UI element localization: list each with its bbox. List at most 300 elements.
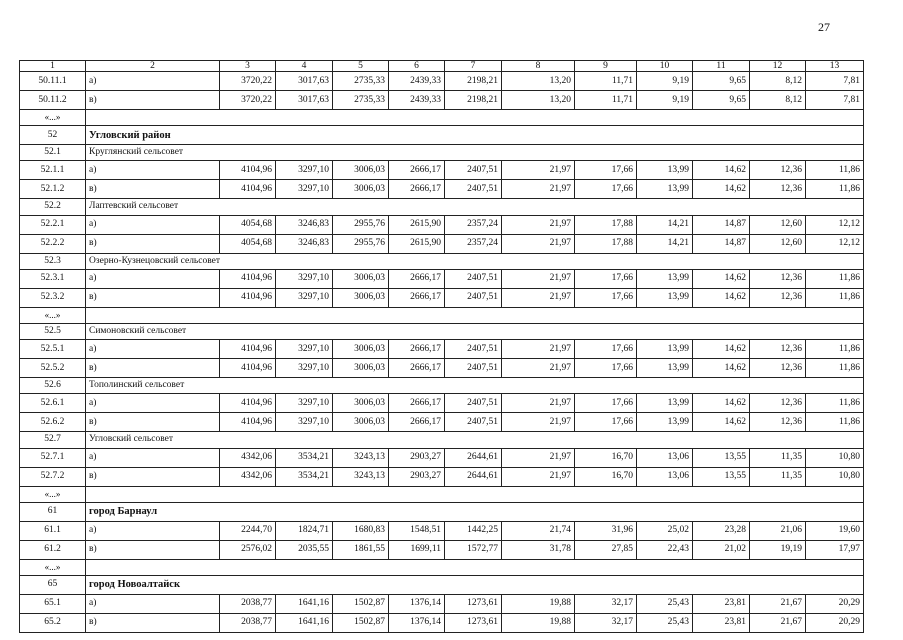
value-cell: 14,87 [693, 234, 750, 253]
value-cell: 14,62 [693, 161, 750, 180]
value-cell: 27,85 [575, 540, 637, 559]
value-cell: 3720,22 [220, 72, 276, 91]
value-cell: 13,55 [693, 448, 750, 467]
value-cell: 32,17 [575, 613, 637, 632]
value-cell: 4054,68 [220, 215, 276, 234]
column-number-header: 10 [637, 61, 693, 72]
omission-marker: «...» [20, 486, 86, 502]
value-cell: 13,99 [637, 269, 693, 288]
value-cell: 21,97 [502, 215, 575, 234]
value-cell: 13,99 [637, 340, 693, 359]
value-cell: 3006,03 [333, 340, 389, 359]
value-cell: 2038,77 [220, 613, 276, 632]
value-cell: 2407,51 [445, 359, 502, 378]
subsection-row [20, 199, 864, 215]
value-cell: 1699,11 [389, 540, 445, 559]
value-cell: 2666,17 [389, 180, 445, 199]
value-cell: 3720,22 [220, 91, 276, 110]
value-cell: 17,66 [575, 180, 637, 199]
value-cell: 21,97 [502, 340, 575, 359]
row-label: а) [86, 594, 220, 613]
column-number-header: 12 [750, 61, 806, 72]
value-cell: 21,97 [502, 413, 575, 432]
value-cell: 3006,03 [333, 161, 389, 180]
value-cell: 12,12 [806, 234, 864, 253]
row-code: 52.3.1 [20, 269, 86, 288]
tariff-table [19, 60, 864, 633]
value-cell: 14,62 [693, 359, 750, 378]
value-cell: 2439,33 [389, 72, 445, 91]
value-cell: 12,36 [750, 288, 806, 307]
column-number-header: 13 [806, 61, 864, 72]
row-code: 52.1.2 [20, 180, 86, 199]
value-cell: 1502,87 [333, 613, 389, 632]
subsection-code: 52.7 [20, 432, 86, 448]
value-cell: 2439,33 [389, 91, 445, 110]
value-cell: 2407,51 [445, 161, 502, 180]
value-cell: 2644,61 [445, 467, 502, 486]
row-label: а) [86, 269, 220, 288]
row-code: 52.1.1 [20, 161, 86, 180]
row-code: 52.2.1 [20, 215, 86, 234]
table-row [20, 180, 864, 199]
value-cell: 4104,96 [220, 161, 276, 180]
value-cell: 19,88 [502, 594, 575, 613]
value-cell: 3297,10 [276, 413, 333, 432]
value-cell: 17,66 [575, 394, 637, 413]
value-cell: 12,36 [750, 359, 806, 378]
value-cell: 7,81 [806, 72, 864, 91]
value-cell: 4104,96 [220, 359, 276, 378]
omission-row [20, 110, 864, 126]
value-cell: 21,97 [502, 394, 575, 413]
page-number: 27 [818, 20, 830, 34]
row-code: 52.7.1 [20, 448, 86, 467]
value-cell: 12,12 [806, 215, 864, 234]
column-number-header: 7 [445, 61, 502, 72]
row-label: в) [86, 467, 220, 486]
value-cell: 13,06 [637, 448, 693, 467]
value-cell: 17,66 [575, 340, 637, 359]
value-cell: 1273,61 [445, 613, 502, 632]
value-cell: 17,97 [806, 540, 864, 559]
value-cell: 13,99 [637, 394, 693, 413]
value-cell: 12,36 [750, 340, 806, 359]
section-code: 61 [20, 502, 86, 521]
value-cell: 4104,96 [220, 394, 276, 413]
value-cell: 11,86 [806, 359, 864, 378]
value-cell: 13,99 [637, 180, 693, 199]
value-cell: 21,97 [502, 467, 575, 486]
value-cell: 25,43 [637, 594, 693, 613]
value-cell: 3297,10 [276, 269, 333, 288]
table-row [20, 269, 864, 288]
row-label: а) [86, 521, 220, 540]
row-label: а) [86, 448, 220, 467]
column-number-row [20, 61, 864, 72]
table-row [20, 234, 864, 253]
table-row [20, 340, 864, 359]
subsection-code: 52.3 [20, 253, 86, 269]
table-row [20, 594, 864, 613]
row-code: 65.1 [20, 594, 86, 613]
section-title: город Новоалтайск [86, 575, 864, 594]
subsection-title: Угловский сельсовет [86, 432, 864, 448]
value-cell: 8,12 [750, 72, 806, 91]
value-cell: 21,67 [750, 594, 806, 613]
value-cell: 21,97 [502, 161, 575, 180]
row-label: в) [86, 180, 220, 199]
value-cell: 2407,51 [445, 340, 502, 359]
row-code: 52.5.1 [20, 340, 86, 359]
value-cell: 12,60 [750, 234, 806, 253]
value-cell: 21,06 [750, 521, 806, 540]
column-number-header: 1 [20, 61, 86, 72]
value-cell: 21,97 [502, 234, 575, 253]
table-row [20, 467, 864, 486]
value-cell: 2666,17 [389, 288, 445, 307]
value-cell: 13,20 [502, 91, 575, 110]
value-cell: 13,99 [637, 161, 693, 180]
value-cell: 23,81 [693, 594, 750, 613]
table-row [20, 448, 864, 467]
row-code: 50.11.2 [20, 91, 86, 110]
value-cell: 7,81 [806, 91, 864, 110]
value-cell: 20,29 [806, 613, 864, 632]
value-cell: 2244,70 [220, 521, 276, 540]
value-cell: 32,17 [575, 594, 637, 613]
value-cell: 1376,14 [389, 594, 445, 613]
empty-cell [86, 110, 864, 126]
table-row [20, 161, 864, 180]
value-cell: 13,55 [693, 467, 750, 486]
value-cell: 21,97 [502, 180, 575, 199]
subsection-row [20, 323, 864, 339]
value-cell: 4104,96 [220, 288, 276, 307]
subsection-title: Тополинский сельсовет [86, 378, 864, 394]
value-cell: 2666,17 [389, 359, 445, 378]
value-cell: 2035,55 [276, 540, 333, 559]
table-row [20, 413, 864, 432]
value-cell: 19,60 [806, 521, 864, 540]
value-cell: 11,86 [806, 394, 864, 413]
subsection-title: Озерно-Кузнецовский сельсовет [86, 253, 864, 269]
column-number-header: 11 [693, 61, 750, 72]
subsection-code: 52.5 [20, 323, 86, 339]
value-cell: 9,65 [693, 72, 750, 91]
value-cell: 13,99 [637, 288, 693, 307]
column-number-header: 5 [333, 61, 389, 72]
value-cell: 11,35 [750, 448, 806, 467]
value-cell: 2407,51 [445, 269, 502, 288]
row-label: а) [86, 161, 220, 180]
table-row [20, 540, 864, 559]
value-cell: 4054,68 [220, 234, 276, 253]
value-cell: 4104,96 [220, 413, 276, 432]
value-cell: 17,66 [575, 359, 637, 378]
value-cell: 14,62 [693, 340, 750, 359]
value-cell: 8,12 [750, 91, 806, 110]
value-cell: 21,97 [502, 288, 575, 307]
subsection-title: Круглянский сельсовет [86, 145, 864, 161]
subsection-code: 52.2 [20, 199, 86, 215]
row-code: 52.6.1 [20, 394, 86, 413]
omission-row [20, 486, 864, 502]
value-cell: 11,86 [806, 340, 864, 359]
value-cell: 21,74 [502, 521, 575, 540]
row-code: 52.7.2 [20, 467, 86, 486]
row-code: 52.5.2 [20, 359, 86, 378]
value-cell: 3246,83 [276, 215, 333, 234]
section-code: 65 [20, 575, 86, 594]
value-cell: 1376,14 [389, 613, 445, 632]
subsection-title: Симоновский сельсовет [86, 323, 864, 339]
row-label: в) [86, 234, 220, 253]
omission-row [20, 559, 864, 575]
value-cell: 12,36 [750, 180, 806, 199]
table-row [20, 72, 864, 91]
value-cell: 3006,03 [333, 413, 389, 432]
column-number-header: 9 [575, 61, 637, 72]
value-cell: 3006,03 [333, 269, 389, 288]
value-cell: 3006,03 [333, 288, 389, 307]
value-cell: 11,86 [806, 180, 864, 199]
value-cell: 1861,55 [333, 540, 389, 559]
value-cell: 1824,71 [276, 521, 333, 540]
value-cell: 22,43 [637, 540, 693, 559]
value-cell: 2198,21 [445, 72, 502, 91]
value-cell: 2576,02 [220, 540, 276, 559]
row-label: а) [86, 340, 220, 359]
value-cell: 14,62 [693, 394, 750, 413]
table-row [20, 613, 864, 632]
value-cell: 11,86 [806, 269, 864, 288]
value-cell: 2615,90 [389, 234, 445, 253]
value-cell: 2903,27 [389, 467, 445, 486]
section-title: Угловский район [86, 126, 864, 145]
value-cell: 2903,27 [389, 448, 445, 467]
value-cell: 13,20 [502, 72, 575, 91]
value-cell: 3534,21 [276, 467, 333, 486]
empty-cell [86, 307, 864, 323]
value-cell: 4104,96 [220, 340, 276, 359]
value-cell: 21,97 [502, 269, 575, 288]
omission-marker: «...» [20, 307, 86, 323]
subsection-title: Лаптевский сельсовет [86, 199, 864, 215]
row-code: 52.3.2 [20, 288, 86, 307]
value-cell: 2666,17 [389, 161, 445, 180]
value-cell: 2666,17 [389, 269, 445, 288]
value-cell: 3297,10 [276, 359, 333, 378]
row-label: в) [86, 91, 220, 110]
value-cell: 12,36 [750, 161, 806, 180]
value-cell: 4342,06 [220, 448, 276, 467]
value-cell: 1548,51 [389, 521, 445, 540]
value-cell: 13,99 [637, 413, 693, 432]
value-cell: 3297,10 [276, 394, 333, 413]
row-code: 52.2.2 [20, 234, 86, 253]
value-cell: 3297,10 [276, 161, 333, 180]
section-code: 52 [20, 126, 86, 145]
row-code: 61.2 [20, 540, 86, 559]
value-cell: 16,70 [575, 448, 637, 467]
value-cell: 3297,10 [276, 288, 333, 307]
value-cell: 14,21 [637, 215, 693, 234]
value-cell: 11,71 [575, 72, 637, 91]
value-cell: 3297,10 [276, 180, 333, 199]
value-cell: 21,97 [502, 448, 575, 467]
row-label: а) [86, 394, 220, 413]
table-row [20, 359, 864, 378]
value-cell: 12,36 [750, 394, 806, 413]
column-number-header: 4 [276, 61, 333, 72]
value-cell: 2038,77 [220, 594, 276, 613]
value-cell: 1572,77 [445, 540, 502, 559]
value-cell: 10,80 [806, 448, 864, 467]
value-cell: 2666,17 [389, 340, 445, 359]
value-cell: 11,35 [750, 467, 806, 486]
value-cell: 2735,33 [333, 72, 389, 91]
value-cell: 9,19 [637, 91, 693, 110]
row-code: 52.6.2 [20, 413, 86, 432]
row-label: в) [86, 288, 220, 307]
column-number-header: 3 [220, 61, 276, 72]
row-code: 61.1 [20, 521, 86, 540]
value-cell: 2615,90 [389, 215, 445, 234]
section-row [20, 575, 864, 594]
value-cell: 14,62 [693, 413, 750, 432]
value-cell: 2198,21 [445, 91, 502, 110]
subsection-code: 52.1 [20, 145, 86, 161]
value-cell: 1680,83 [333, 521, 389, 540]
value-cell: 3243,13 [333, 448, 389, 467]
row-label: в) [86, 540, 220, 559]
row-label: в) [86, 413, 220, 432]
value-cell: 2955,76 [333, 234, 389, 253]
value-cell: 3297,10 [276, 340, 333, 359]
value-cell: 23,81 [693, 613, 750, 632]
value-cell: 11,86 [806, 161, 864, 180]
value-cell: 12,60 [750, 215, 806, 234]
value-cell: 21,67 [750, 613, 806, 632]
table-row [20, 521, 864, 540]
value-cell: 3017,63 [276, 72, 333, 91]
value-cell: 21,02 [693, 540, 750, 559]
value-cell: 1641,16 [276, 613, 333, 632]
value-cell: 2735,33 [333, 91, 389, 110]
column-number-header: 8 [502, 61, 575, 72]
empty-cell [86, 486, 864, 502]
value-cell: 17,88 [575, 234, 637, 253]
subsection-row [20, 253, 864, 269]
value-cell: 1273,61 [445, 594, 502, 613]
value-cell: 10,80 [806, 467, 864, 486]
value-cell: 21,97 [502, 359, 575, 378]
value-cell: 3006,03 [333, 394, 389, 413]
subsection-code: 52.6 [20, 378, 86, 394]
value-cell: 16,70 [575, 467, 637, 486]
value-cell: 2407,51 [445, 413, 502, 432]
value-cell: 2666,17 [389, 394, 445, 413]
value-cell: 17,66 [575, 269, 637, 288]
value-cell: 2644,61 [445, 448, 502, 467]
section-row [20, 126, 864, 145]
value-cell: 1502,87 [333, 594, 389, 613]
value-cell: 3243,13 [333, 467, 389, 486]
value-cell: 25,02 [637, 521, 693, 540]
value-cell: 3006,03 [333, 180, 389, 199]
row-code: 50.11.1 [20, 72, 86, 91]
omission-marker: «...» [20, 559, 86, 575]
value-cell: 12,36 [750, 413, 806, 432]
value-cell: 2666,17 [389, 413, 445, 432]
value-cell: 19,88 [502, 613, 575, 632]
row-code: 65.2 [20, 613, 86, 632]
value-cell: 14,62 [693, 288, 750, 307]
value-cell: 25,43 [637, 613, 693, 632]
value-cell: 20,29 [806, 594, 864, 613]
value-cell: 14,62 [693, 180, 750, 199]
value-cell: 2407,51 [445, 288, 502, 307]
value-cell: 17,88 [575, 215, 637, 234]
value-cell: 31,96 [575, 521, 637, 540]
value-cell: 13,06 [637, 467, 693, 486]
row-label: в) [86, 359, 220, 378]
value-cell: 12,36 [750, 269, 806, 288]
table-row [20, 394, 864, 413]
value-cell: 2955,76 [333, 215, 389, 234]
omission-row [20, 307, 864, 323]
value-cell: 17,66 [575, 161, 637, 180]
value-cell: 3006,03 [333, 359, 389, 378]
subsection-row [20, 378, 864, 394]
value-cell: 11,86 [806, 413, 864, 432]
row-label: а) [86, 72, 220, 91]
value-cell: 9,19 [637, 72, 693, 91]
value-cell: 2407,51 [445, 394, 502, 413]
row-label: а) [86, 215, 220, 234]
value-cell: 3246,83 [276, 234, 333, 253]
value-cell: 4104,96 [220, 180, 276, 199]
value-cell: 14,62 [693, 269, 750, 288]
value-cell: 2357,24 [445, 234, 502, 253]
value-cell: 9,65 [693, 91, 750, 110]
value-cell: 2407,51 [445, 180, 502, 199]
value-cell: 3534,21 [276, 448, 333, 467]
value-cell: 17,66 [575, 413, 637, 432]
section-title: город Барнаул [86, 502, 864, 521]
value-cell: 4342,06 [220, 467, 276, 486]
value-cell: 14,87 [693, 215, 750, 234]
column-number-header: 6 [389, 61, 445, 72]
value-cell: 1641,16 [276, 594, 333, 613]
value-cell: 2357,24 [445, 215, 502, 234]
value-cell: 4104,96 [220, 269, 276, 288]
section-row [20, 502, 864, 521]
subsection-row [20, 432, 864, 448]
value-cell: 13,99 [637, 359, 693, 378]
value-cell: 31,78 [502, 540, 575, 559]
value-cell: 23,28 [693, 521, 750, 540]
value-cell: 14,21 [637, 234, 693, 253]
omission-marker: «...» [20, 110, 86, 126]
value-cell: 19,19 [750, 540, 806, 559]
value-cell: 11,71 [575, 91, 637, 110]
row-label: в) [86, 613, 220, 632]
table-row [20, 215, 864, 234]
value-cell: 3017,63 [276, 91, 333, 110]
table-row [20, 288, 864, 307]
